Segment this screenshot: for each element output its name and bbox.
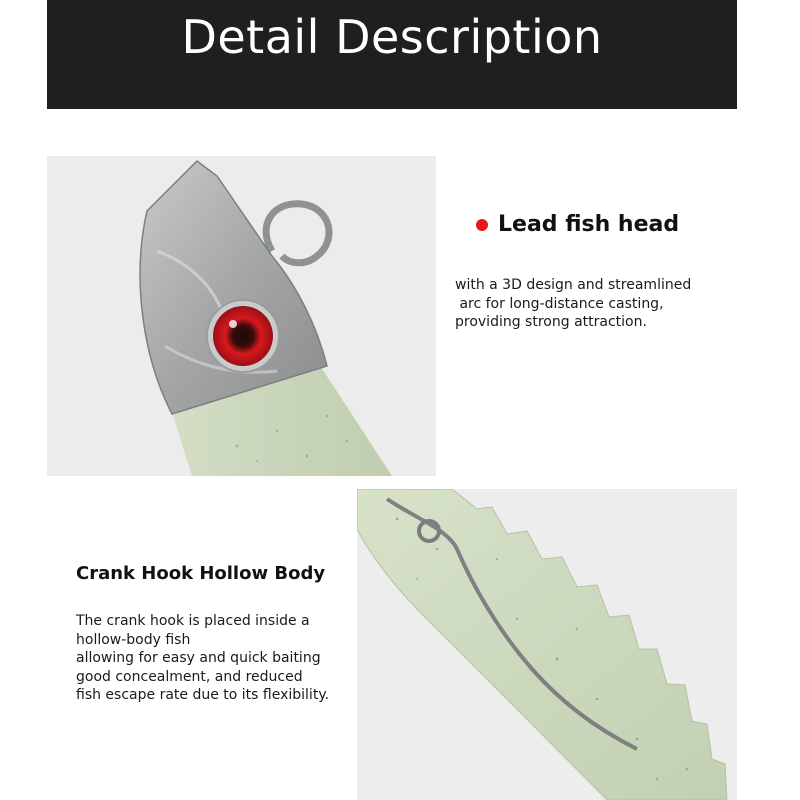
- lead-head-description: [455, 276, 691, 332]
- desc-line: arc for long-distance casting,: [455, 295, 664, 312]
- crank-hook-description: [76, 612, 329, 705]
- feature-title-text: Lead fish head: [498, 212, 680, 237]
- desc-line: The crank hook is placed inside a: [76, 613, 310, 629]
- feature-title-lead-head: [476, 212, 679, 237]
- desc-line: allowing for easy and quick baiting: [76, 650, 321, 666]
- hollow-body-photo: [357, 489, 737, 800]
- soft-body-shape: [357, 489, 727, 800]
- red-bullet-icon: [476, 219, 488, 231]
- lead-head-photo: [47, 156, 436, 476]
- desc-line: good concealment, and reduced: [76, 668, 303, 685]
- red-eye-icon: [213, 306, 273, 366]
- hollow-body-illustration: [357, 489, 737, 800]
- hook-eye-ring: [266, 204, 329, 263]
- desc-line: hollow-body fish: [76, 631, 191, 648]
- desc-line: providing strong attraction.: [455, 314, 647, 330]
- header-banner: [47, 0, 737, 109]
- lead-head-illustration: [47, 156, 436, 476]
- page-title: Detail Description: [181, 9, 603, 64]
- desc-line: fish escape rate due to its flexibility.: [76, 687, 330, 703]
- desc-line: with a 3D design and streamlined: [455, 277, 692, 293]
- feature-title-crank-hook: Crank Hook Hollow Body: [76, 563, 326, 584]
